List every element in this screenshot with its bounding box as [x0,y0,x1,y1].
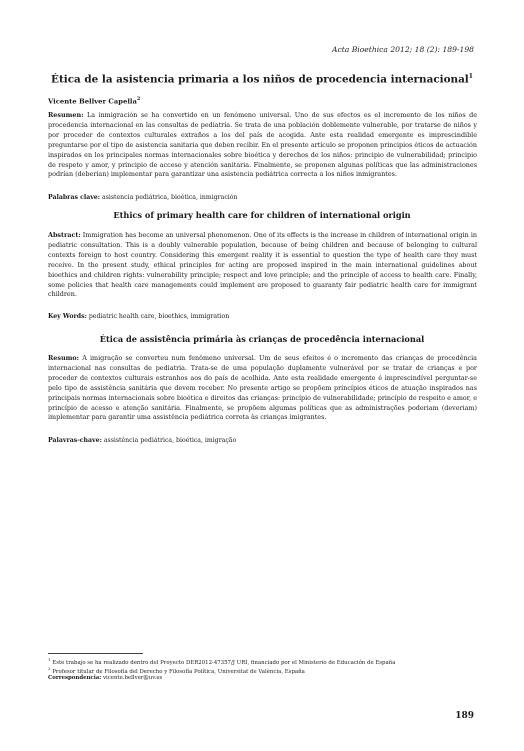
article-title-spanish [48,70,476,86]
correspondence-email: vicente.bellver@uv.es [101,675,163,681]
footnote-2-text: Profesor titular de Filosofía del Derecho y Filosofía Política, Universitat de València, España [50,668,305,675]
title-text: Ética de la asistencia primaria a los niños de procedencia internacional [51,73,469,86]
title-footnote-mark: 1 [468,73,473,80]
abstract-text: Immigration has become an universal phenomenon. One of its effects is the increase in children of international origin in pediatric consultation. This is a doubly vulnerable population, because of being children and because of belonging to cultural contexts foreign to host country. Considering this emergent reality it is essential to question the type of health care they must receive. In the present study, ethical principles for acting are proposed inspired in the main international guidelines about bioethics and children rights: vulnerability principle; respect and love principle; and the principle of access to health care. Finally, some policies that health care managements could implement are proposed to guaranty fair pediatric health care for immigrant children. [48,231,477,299]
abstract-paragraph [48,231,477,300]
resumo-lead: Resumo: [48,354,80,362]
title-english: Ethics of primary health care for children of international origin [113,210,411,220]
title-portuguese: Ética de assistência primária às crianças de procedência internacional [99,334,425,344]
resumo-paragraph [48,354,477,423]
keywords-lead: Key Words: [48,313,87,320]
palabras-lead: Palabras clave: [48,194,101,201]
author-footnote-mark: 2 [136,96,141,102]
resumen-text: La inmigración se ha convertido en un fenómeno universal. Uno de sus efectos es el incremento de los niños de procedencia internacional en las consultas de pediatría. Se trata de una población doblemente vulnerable, por tratarse de niños y por proceder de contextos culturales extraños a los del país de acogida. Ante esta realidad emergente es imprescindible preguntarse por el tipo de asistencia sanitaria que deben recibir. En el presente artículo se proponen principios éticos de actuación inspirados en los principales normas internacionales sobre bioética y derechos de los niños: principio de vulnerabilidad; principio de respeto y amor, y principio de acceso y atención sanitaria. Finalmente, se proponen algunas políticas que las administraciones podrían (deberían) implementar para garantizar una asistencia pediátrica correcta a los niños inmigrantes. [48,111,477,179]
footnote-divider [48,653,143,654]
palabras-clave [48,193,477,202]
abstract-lead: Abstract: [48,231,81,239]
footnote-2-mark: 2 [48,666,51,671]
page-number: 189 [455,711,474,721]
footnote-1-text: Este trabajo se ha realizado dentro del Proyecto DER2012-47357/J URI, financiado por el Ministerio de Educación de España [50,659,396,666]
palavras-text: assistência pediátrica, bioética, imigração [101,437,237,444]
resumen-lead: Resumen: [48,111,84,119]
correspondence-lead: Correspondencia: [48,675,102,681]
palavras-chave [48,436,477,445]
footnote-1-mark: 1 [48,657,51,662]
author-name: Vicente Bellver Capella [48,97,137,106]
palavras-lead: Palavras-chave: [48,437,102,444]
key-words [48,312,477,321]
journal-citation: Acta Bioethica 2012; 18 (2): 189-198 [331,45,474,54]
palabras-text: asistencia pediátrica, bioética, inmigración [100,194,238,201]
keywords-text: pediatric health care, bioethics, immigration [86,313,230,320]
resumen-paragraph [48,111,477,180]
correspondence [48,674,477,682]
author-line [48,96,140,105]
resumo-text: A imigração se converteu num fenômeno universal. Um de seus efeitos é o incremento das crianças de procedência internacional nas consultas de pediatria. Trata-se de uma população duplamente vulnerável por se tratar de crianças e por proceder de contextos culturais estranhos aos do país de acolhida. Ante esta realidade emergente é imprescindível perguntar-se pelo tipo de assistência sanitária que devem receber. No presente artigo se propõem princípios éticos de atuação inspirados nas principais normas internacionais sobre bioética e direitos das crianças: princípio de vulnerabilidade; princípio de respeito e amor, e princípio de acesso e atenção sanitária. Finalmente, se propõem algumas políticas que as administrações poderiam (deveriam) implementar para garantir uma assistência pediátrica correta às crianças imigrantes. [48,354,477,422]
